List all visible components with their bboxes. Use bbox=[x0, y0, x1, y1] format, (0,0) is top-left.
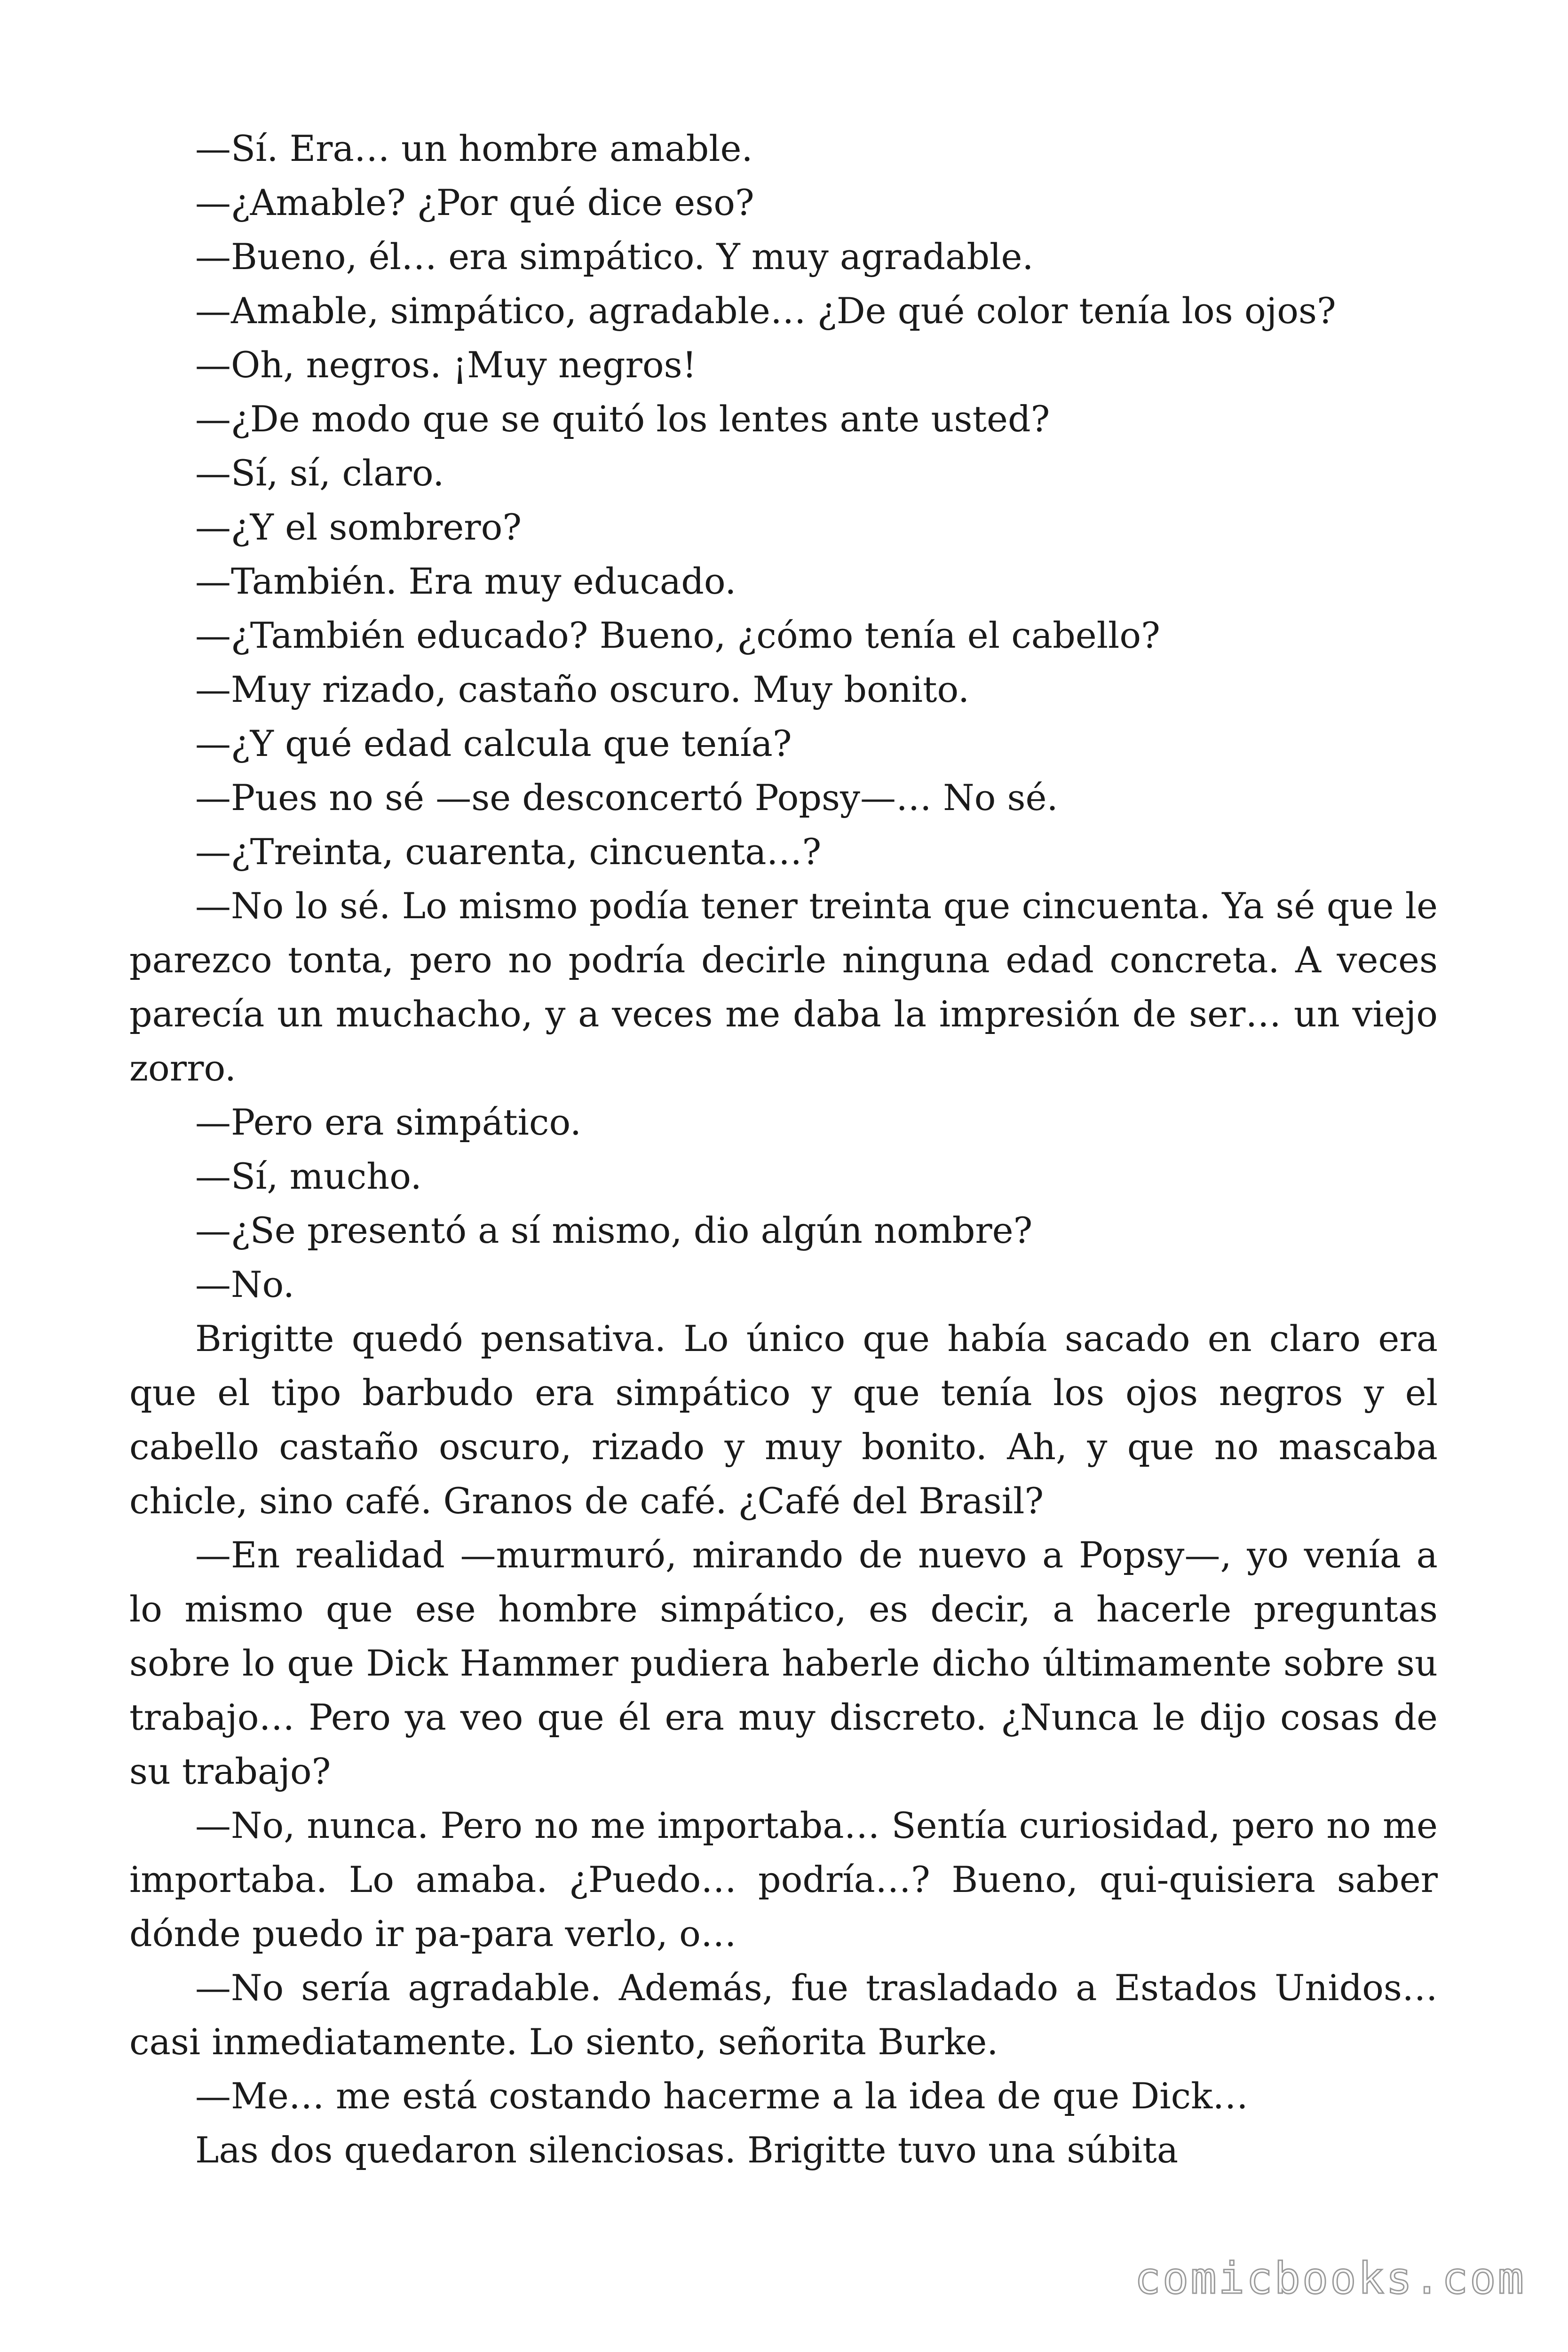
paragraph: —Sí, mucho. bbox=[195, 1155, 422, 1197]
paragraph: —Oh, negros. ¡Muy negros! bbox=[195, 344, 697, 386]
paragraph: —Bueno, él… era simpático. Y muy agradable. bbox=[195, 236, 1034, 278]
paragraph: Las dos quedaron silenciosas. Brigitte tuvo una súbita bbox=[195, 2129, 1179, 2171]
paragraph: —Pues no sé —se desconcertó Popsy—… No sé. bbox=[195, 777, 1058, 818]
paragraph: —En realidad —murmuró, mirando de nuevo a Popsy—, yo venía a lo mismo que ese hombre simpático, es decir, a hacerle preguntas sobre lo que Dick Hammer pudiera haberle dicho últimamente sobre su trabajo… Pero ya veo que él era muy discreto. ¿Nunca le dijo cosas de su trabajo? bbox=[129, 1534, 1438, 1792]
paragraph: —¿Y qué edad calcula que tenía? bbox=[195, 723, 792, 764]
paragraph: —Pero era simpático. bbox=[195, 1101, 582, 1143]
paragraph: —¿Se presentó a sí mismo, dio algún nombre? bbox=[195, 1209, 1033, 1251]
paragraph: —Sí, sí, claro. bbox=[195, 452, 444, 494]
paragraph: —No lo sé. Lo mismo podía tener treinta que cincuenta. Ya sé que le parezco tonta, pero no podría decirle ninguna edad concreta. A veces parecía un muchacho, y a veces me daba la impresión de ser… un viejo zorro. bbox=[129, 885, 1438, 1089]
paragraph: —¿También educado? Bueno, ¿cómo tenía el cabello? bbox=[195, 614, 1160, 656]
paragraph: —Muy rizado, castaño oscuro. Muy bonito. bbox=[195, 668, 970, 710]
paragraph: —No, nunca. Pero no me importaba… Sentía curiosidad, pero no me importaba. Lo amaba. ¿Puedo… podría…? Bueno, qui-quisiera saber dónde puedo ir pa-para verlo, o… bbox=[129, 1804, 1438, 1955]
watermark: comicbooks.com bbox=[1134, 2253, 1526, 2304]
paragraph: —También. Era muy educado. bbox=[195, 560, 736, 602]
body-text bbox=[129, 121, 1438, 2177]
paragraph: —Amable, simpático, agradable… ¿De qué color tenía los ojos? bbox=[195, 290, 1336, 332]
paragraph: —¿Treinta, cuarenta, cincuenta…? bbox=[195, 831, 822, 873]
paragraph: Brigitte quedó pensativa. Lo único que había sacado en claro era que el tipo barbudo era simpático y que tenía los ojos negros y el cabello castaño oscuro, rizado y muy bonito. Ah, y que no mascaba chicle, sino café. Granos de café. ¿Café del Brasil? bbox=[129, 1318, 1438, 1522]
paragraph: —¿Amable? ¿Por qué dice eso? bbox=[195, 182, 754, 223]
paragraph: —¿De modo que se quitó los lentes ante usted? bbox=[195, 398, 1050, 440]
paragraph: —¿Y el sombrero? bbox=[195, 506, 522, 548]
paragraph: —No sería agradable. Además, fue trasladado a Estados Unidos… casi inmediatamente. Lo siento, señorita Burke. bbox=[129, 1967, 1438, 2063]
paragraph: —Me… me está costando hacerme a la idea de que Dick… bbox=[195, 2075, 1249, 2117]
paragraph: —No. bbox=[195, 1263, 295, 1305]
paragraph: —Sí. Era… un hombre amable. bbox=[195, 127, 753, 169]
